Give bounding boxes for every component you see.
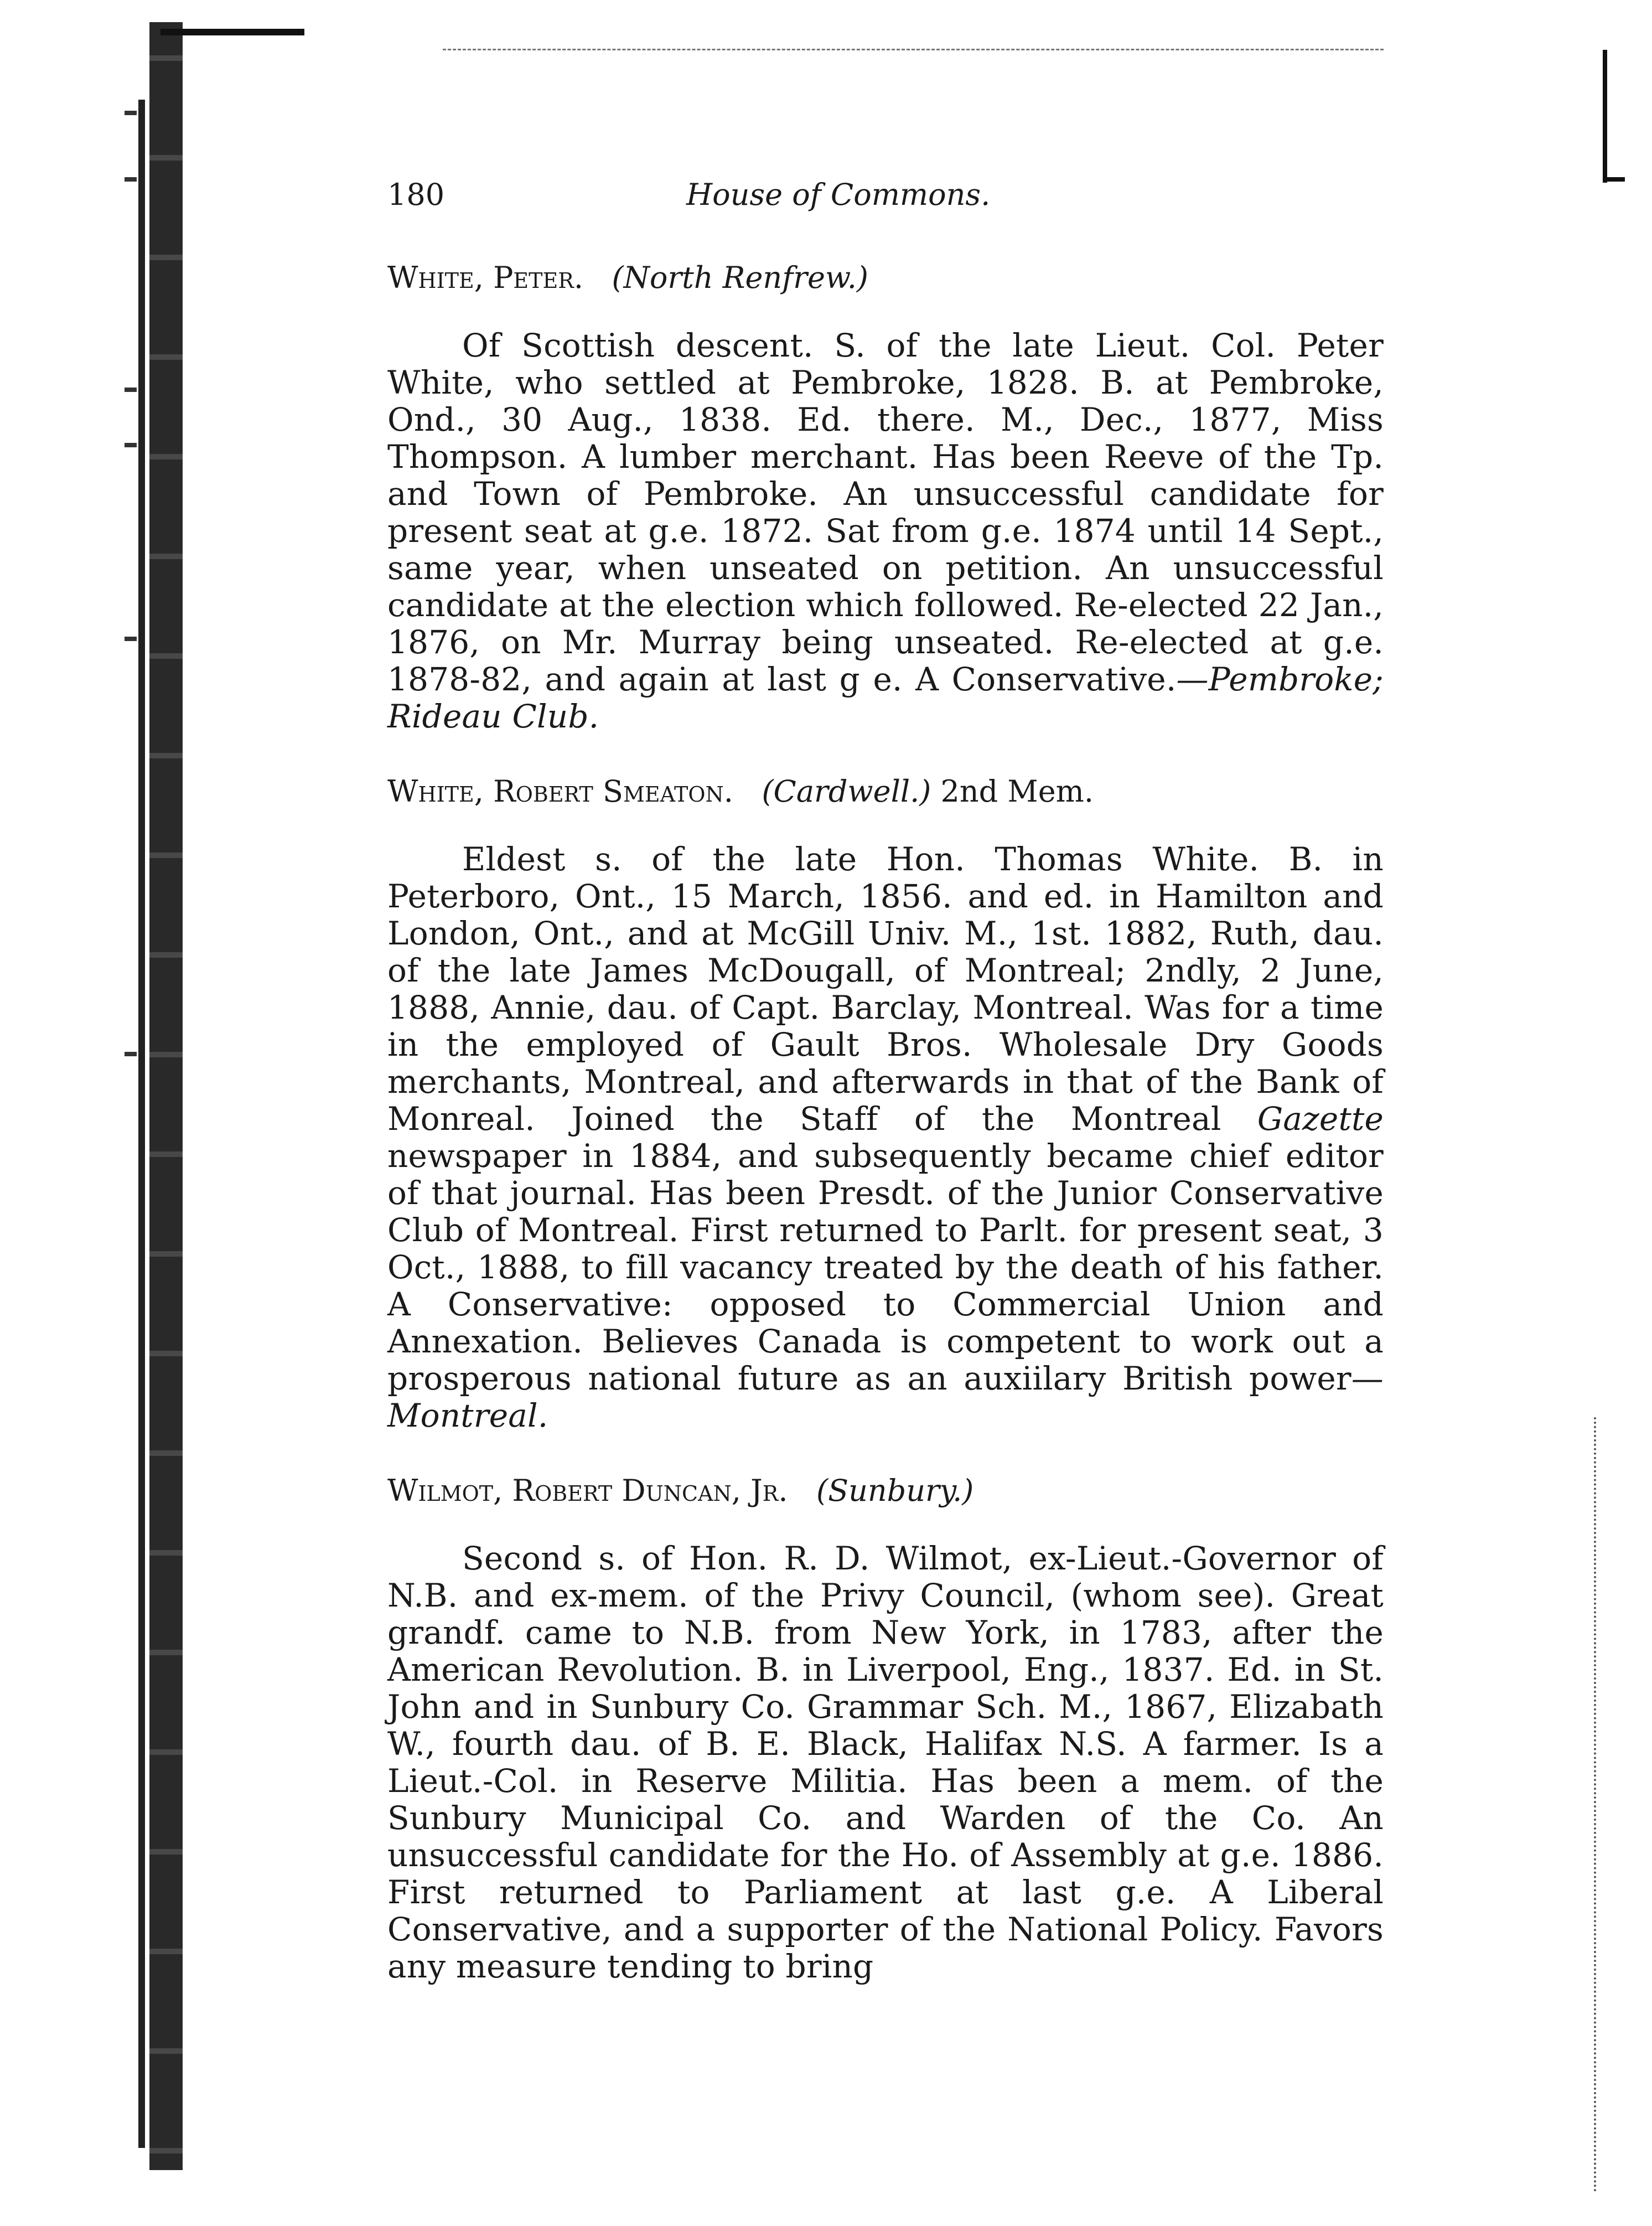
- entry-given-names: Peter.: [493, 260, 584, 295]
- entry-surname: White,: [387, 260, 484, 295]
- entry-surname: White,: [387, 774, 484, 809]
- scan-left-mark: [125, 1052, 137, 1056]
- scan-right-bracket-foot: [1603, 177, 1625, 182]
- entry-body: [387, 841, 1384, 1434]
- scan-left-mark: [125, 388, 137, 392]
- entry-given-names: Robert Duncan, Jr.: [512, 1473, 788, 1508]
- entry-riding: (Sunbury.): [816, 1473, 974, 1508]
- biography-entry: [387, 774, 1384, 1434]
- entry-heading: [387, 260, 1384, 295]
- entry-text: Of Scottish descent. S. of the late Lieut. Col. Peter White, who settled at Pembroke, 1828. B. at Pembroke, Ond., 30 Aug., 1838. Ed. there. M., Dec., 1877, Miss Thompson. A lumber merchant. Has been Reeve of the Tp. and Town of Pembroke. An unsuccessful candidate for present seat at g.e. 1872. Sat from g.e. 1874 until 14 Sept., same year, when unseated on petition. An unsuccessful candidate at the election which followed. Re-elected 22 Jan., 1876, on Mr. Murray being unseated. Re-elected at g.e. 1878-82, and again at last g e. A Conservative.: [387, 327, 1384, 698]
- scan-left-mark: [125, 637, 137, 641]
- scan-binding-shadow: [138, 100, 145, 2148]
- scan-left-mark: [125, 111, 137, 115]
- page-number: 180: [387, 177, 445, 212]
- scan-top-faint-line: [443, 49, 1384, 50]
- entry-text: Second s. of Hon. R. D. Wilmot, ex-Lieut.-Governor of N.B. and ex-mem. of the Privy Council, (whom see). Great grandf. came to N.B. from New York, in 1783, after the American Revolution. B. in Liverpool, Eng., 1837. Ed. in St. John and in Sunbury Co. Grammar Sch. M., 1867, Elizabath W., fourth dau. of B. E. Black, Halifax N.S. A farmer. Is a Lieut.-Col. in Reserve Militia. Has been a mem. of the Sunbury Municipal Co. and Warden of the Co. An unsuccessful candidate for the Ho. of Assembly at g.e. 1886. First returned to Parliament at last g.e. A Liberal Conservative, and a supporter of the National Policy. Favors any measure tending to bring: [387, 1540, 1384, 1985]
- running-head: [387, 177, 1384, 221]
- biography-entry: [387, 1473, 1384, 1985]
- entry-body: [387, 1540, 1384, 1985]
- entry-text-italic: Gazette: [1257, 1100, 1384, 1138]
- entry-riding: (North Renfrew.): [612, 260, 868, 295]
- entry-heading: [387, 774, 1384, 809]
- document-page: [387, 177, 1384, 1985]
- scan-right-edge-noise: [1594, 1417, 1607, 2192]
- biography-entry: [387, 260, 1384, 735]
- running-title: House of Commons.: [686, 177, 991, 212]
- scan-right-bracket: [1603, 50, 1607, 183]
- entry-riding: (Cardwell.): [762, 774, 931, 809]
- entry-body: [387, 327, 1384, 735]
- entry-text: Eldest s. of the late Hon. Thomas White. B. in Peterboro, Ont., 15 March, 1856. and ed. in Hamilton and London, Ont., and at McGill Univ. M., 1st. 1882, Ruth, dau. of the late James McDougall, of Montreal; 2ndly, 2 June, 1888, Annie, dau. of Capt. Barclay, Montreal. Was for a time in the employed of Gault Bros. Wholesale Dry Goods merchants, Montreal, and afterwards in that of the Bank of Monreal. Joined the Staff of the Montreal: [387, 840, 1384, 1138]
- entry-surname: Wilmot,: [387, 1473, 503, 1508]
- entry-heading: [387, 1473, 1384, 1508]
- scan-left-mark: [125, 177, 137, 182]
- entry-member-note: 2nd Mem.: [940, 774, 1094, 809]
- entry-address: —Montreal.: [387, 1360, 1384, 1434]
- scan-binding-edge: [149, 22, 183, 2170]
- scan-top-rule: [160, 29, 304, 35]
- scan-left-mark: [125, 443, 137, 447]
- entry-text: newspaper in 1884, and subsequently became chief editor of that journal. Has been Presdt. of the Junior Conservative Club of Montreal. First returned to Parlt. for present seat, 3 Oct., 1888, to fill vacancy treated by the death of his father. A Conservative: opposed to Commercial Union and Annexation. Believes Canada is competent to work out a prosperous national future as an auxiilary British power: [387, 1137, 1384, 1397]
- entry-given-names: Robert Smeaton.: [493, 774, 733, 809]
- entry-address: —Pembroke; Rideau Club.: [387, 660, 1384, 735]
